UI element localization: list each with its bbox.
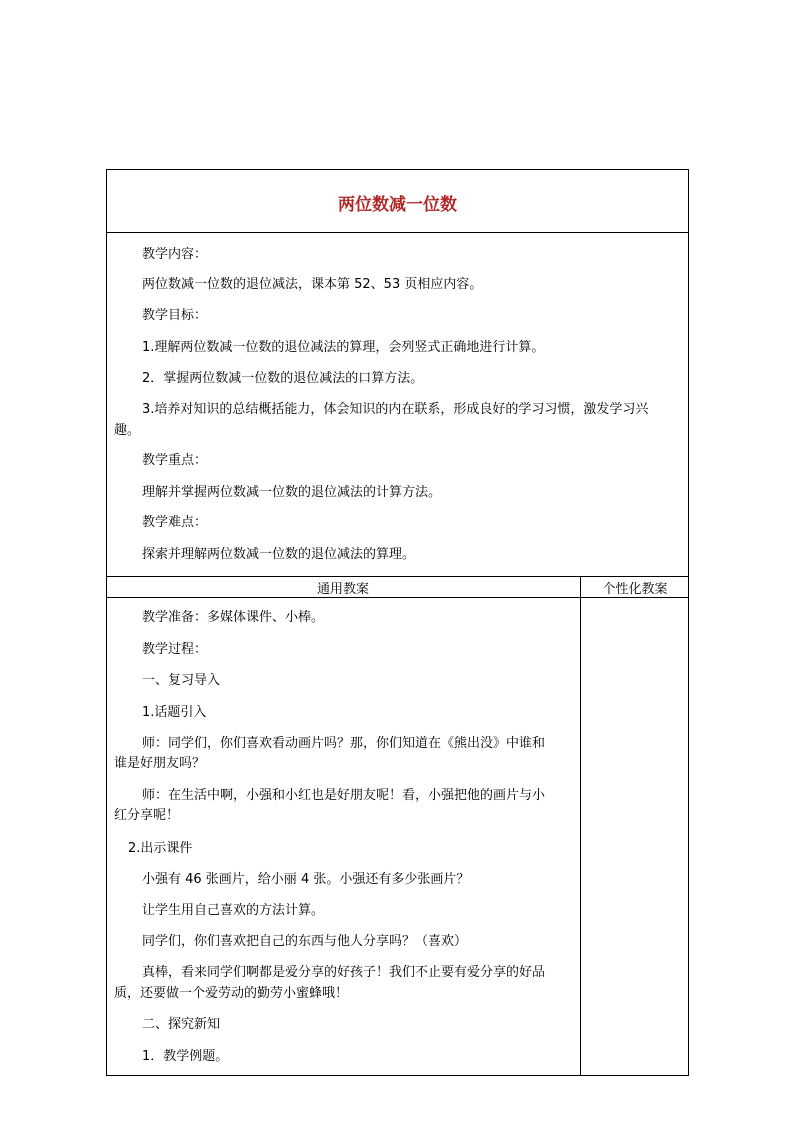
column-header-personal: 个性化教案: [602, 582, 668, 597]
goal-3-line-2: 趣。: [114, 423, 141, 438]
key-label: 教学重点：: [142, 453, 208, 468]
paragraph-1-line-1: 师：同学们，你们喜欢看动画片吗？那，你们知道在《熊出没》中谁和: [142, 736, 546, 751]
key-text: 理解并掌握两位数减一位数的退位减法的计算方法。: [142, 485, 442, 500]
content-text: 两位数减一位数的退位减法，课本第 52、53 页相应内容。: [142, 277, 483, 292]
header-row-bottom-border: [106, 597, 689, 598]
process-label: 教学过程：: [142, 642, 208, 657]
title-divider: [106, 232, 689, 233]
paragraph-1-line-2: 谁是好朋友吗？: [114, 756, 206, 771]
column-divider: [580, 576, 581, 1076]
praise-line-1: 真棒，看来同学们啊都是爱分享的好孩子！我们不止要有爱分享的好品: [142, 965, 546, 980]
instruction: 让学生用自己喜欢的方法计算。: [142, 903, 325, 918]
subheading-3: 1．教学例题。: [142, 1049, 229, 1064]
goal-2: 2．掌握两位数减一位数的退位减法的口算方法。: [142, 371, 424, 386]
column-header-general: 通用教案: [316, 582, 369, 597]
section-heading-1: 一、复习导入: [142, 673, 221, 688]
question: 同学们，你们喜欢把自己的东西与他人分享吗？（喜欢）: [142, 934, 468, 949]
subheading-1: 1.话题引入: [142, 705, 207, 720]
teaching-prep: 教学准备：多媒体课件、小棒。: [142, 610, 325, 625]
difficulty-label: 教学难点：: [142, 515, 208, 530]
difficulty-text: 探索并理解两位数减一位数的退位减法的算理。: [142, 547, 416, 562]
word-problem: 小强有 46 张画片，给小丽 4 张。小强还有多少张画片？: [142, 872, 470, 887]
goals-label: 教学目标：: [142, 308, 208, 323]
section-heading-2: 二、探究新知: [142, 1017, 221, 1032]
paragraph-2-line-1: 师：在生活中啊，小强和小红也是好朋友呢！看，小强把他的画片与小: [142, 788, 546, 803]
praise-line-2: 质，还要做一个爱劳动的勤劳小蜜蜂哦！: [114, 986, 349, 1001]
content-label: 教学内容：: [142, 247, 208, 262]
page-title: 两位数减一位数: [338, 195, 457, 215]
header-row-top-border: [106, 576, 689, 577]
subheading-2: 2.出示课件: [128, 841, 193, 856]
goal-3-line-1: 3.培养对知识的总结概括能力，体会知识的内在联系，形成良好的学习习惯，激发学习兴: [142, 402, 649, 417]
goal-1: 1.理解两位数减一位数的退位减法的算理，会列竖式正确地进行计算。: [142, 340, 545, 355]
paragraph-2-line-2: 红分享呢！: [114, 808, 180, 823]
